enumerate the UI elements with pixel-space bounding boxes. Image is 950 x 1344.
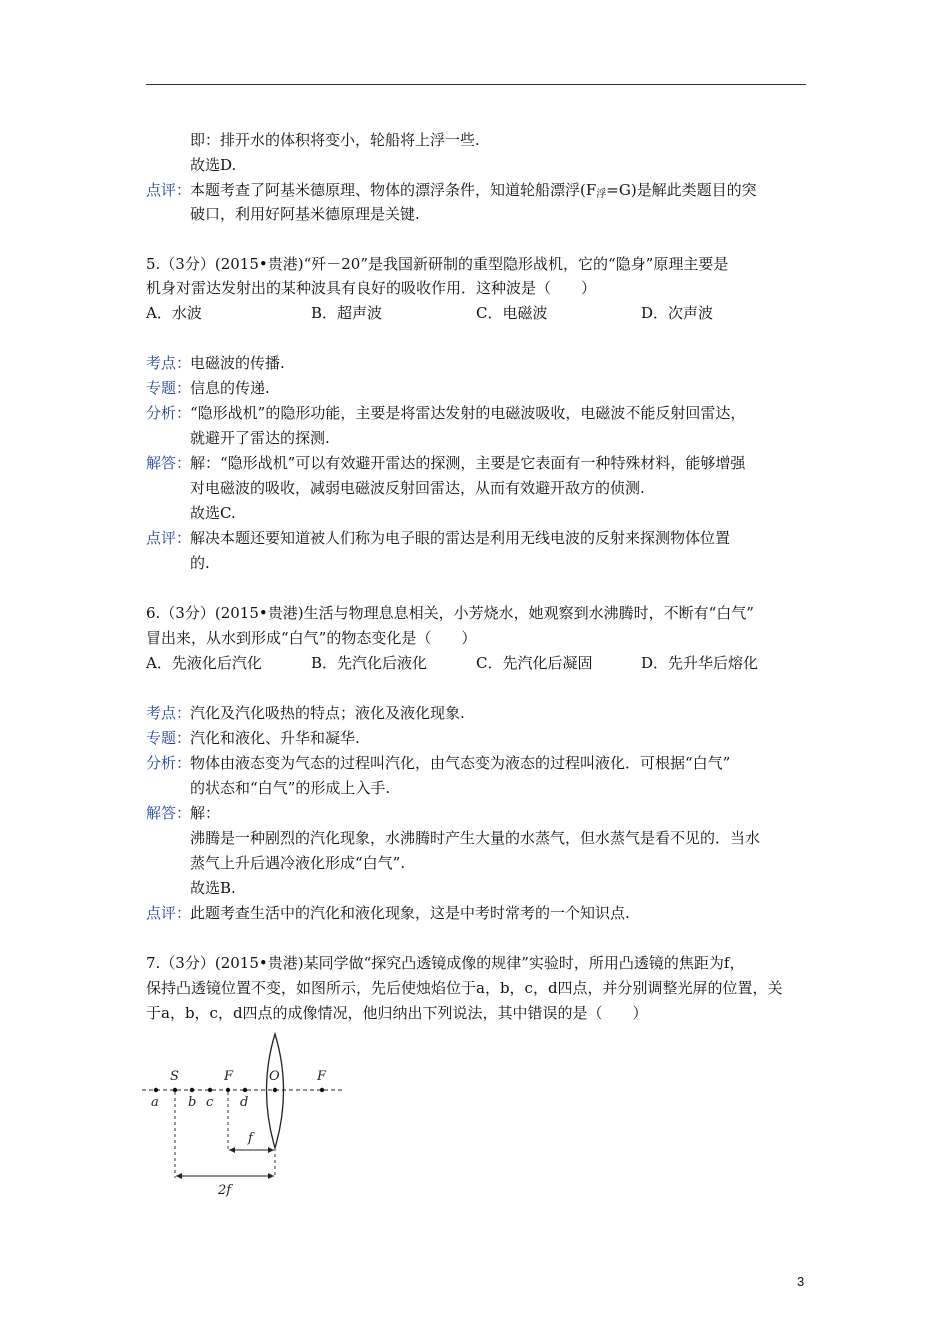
text-line: 蒸气上升后遇冷液化形成“白气”. — [190, 854, 406, 872]
text-line: 的. — [190, 554, 210, 572]
text-line: 故选C. — [190, 504, 236, 522]
section-label: 点评： — [146, 181, 192, 199]
kaodian-line: 考点：汽化及汽化吸热的特点；液化及液化现象. — [146, 704, 465, 722]
point-o — [273, 1088, 277, 1092]
question-6-stem: 6.（3分）(2015•贵港)生活与物理息息相关，小芳烧水，她观察到水沸腾时，不断有“白气” — [146, 604, 754, 622]
point-b — [190, 1088, 194, 1092]
zhuanti-line: 专题：信息的传递. — [146, 379, 270, 397]
fenxi-line: 分析：“隐形战机”的隐形功能，主要是将雷达发射的电磁波吸收，电磁波不能反射回雷达， — [146, 404, 746, 422]
question-7-stem: 7.（3分）(2015•贵港)某同学做“探究凸透镜成像的规律”实验时，所用凸透镜的焦距为f， — [146, 954, 745, 972]
text-line: 沸腾是一种剧烈的汽化现象，水沸腾时产生大量的水蒸气，但水蒸气是看不见的．当水 — [190, 829, 761, 847]
label-o: O — [269, 1069, 280, 1084]
zhuanti-line: 专题：汽化和液化、升华和凝华. — [146, 729, 360, 747]
dianping-line: 点评：解决本题还要知道被人们称为电子眼的雷达是利用无线电波的反射来探测物体位置 — [146, 529, 731, 547]
point-f-left — [226, 1088, 230, 1092]
label-d: d — [240, 1095, 249, 1110]
question-7-stem: 保持凸透镜位置不变，如图所示，先后使烛焰位于a，b，c，d四点，并分别调整光屏的位置，关 — [146, 979, 783, 997]
option-a: A．先液化后汽化 — [146, 654, 262, 672]
text-line: 故选B. — [190, 879, 236, 897]
label-f-right: F — [317, 1069, 327, 1084]
arrowhead — [268, 1173, 274, 1179]
label-s: S — [170, 1069, 179, 1084]
label-f-left: F — [224, 1069, 234, 1084]
fenxi-line: 分析：物体由液态变为气态的过程叫汽化，由气态变为液态的过程叫液化．可根据“白气” — [146, 754, 731, 772]
text-line: 就避开了雷达的探测. — [190, 429, 330, 447]
point-d — [243, 1088, 247, 1092]
option-b: B．先汽化后液化 — [311, 654, 428, 672]
lens-diagram — [140, 1030, 360, 1200]
text-line: 对电磁波的吸收，减弱电磁波反射回雷达，从而有效避开敌方的侦测. — [190, 479, 645, 497]
option-b: B．超声波 — [311, 304, 383, 322]
point-c — [208, 1088, 212, 1092]
option-a: A．水波 — [146, 304, 202, 322]
option-d: D．先升华后熔化 — [641, 654, 759, 672]
label-2f-dim: 2f — [218, 1183, 232, 1198]
question-7-stem: 于a，b，c，d四点的成像情况，他归纳出下列说法，其中错误的是（ ） — [146, 1004, 648, 1022]
text-line: 即：排开水的体积将变小，轮船将上浮一些. — [190, 131, 480, 149]
text-line: 破口，利用好阿基米德原理是关键. — [190, 205, 420, 223]
header-rule — [146, 84, 806, 85]
text-line: 故选D. — [190, 156, 237, 174]
text-line: 的状态和“白气”的形成上入手. — [190, 779, 391, 797]
comment-line: 点评：本题考查了阿基米德原理、物体的漂浮条件，知道轮船漂浮$(F_浮=G)$是解此类题目的突 — [146, 181, 757, 200]
point-s — [173, 1088, 177, 1092]
label-f-dim: f — [248, 1131, 253, 1146]
question-5-stem: 5.（3分）(2015•贵港)“歼－20”是我国新研制的重型隐形战机，它的“隐身”原理主要是 — [146, 255, 729, 273]
option-d: D．次声波 — [641, 304, 714, 322]
point-a — [154, 1088, 158, 1092]
arrowhead — [268, 1147, 274, 1153]
arrowhead — [229, 1147, 235, 1153]
arrowhead — [176, 1173, 182, 1179]
question-6-stem: 冒出来，从水到形成“白气”的物态变化是（ ） — [146, 629, 477, 647]
label-c: c — [206, 1095, 214, 1110]
label-b: b — [188, 1095, 197, 1110]
page-number: 3 — [797, 1274, 805, 1289]
point-f-right — [320, 1088, 324, 1092]
jieda-line: 解答：解：“隐形战机”可以有效避开雷达的探测，主要是它表面有一种特殊材料，能够增强 — [146, 454, 746, 472]
question-5-stem: 机身对雷达发射出的某种波具有良好的吸收作用．这种波是（ ） — [146, 279, 597, 297]
jieda-line: 解答：解： — [146, 804, 221, 822]
dianping-line: 点评：此题考查生活中的汽化和液化现象，这是中考时常考的一个知识点. — [146, 904, 630, 922]
kaodian-line: 考点：电磁波的传播. — [146, 354, 285, 372]
label-a: a — [151, 1095, 159, 1110]
option-c: C．先汽化后凝固 — [476, 654, 593, 672]
option-c: C．电磁波 — [476, 304, 548, 322]
